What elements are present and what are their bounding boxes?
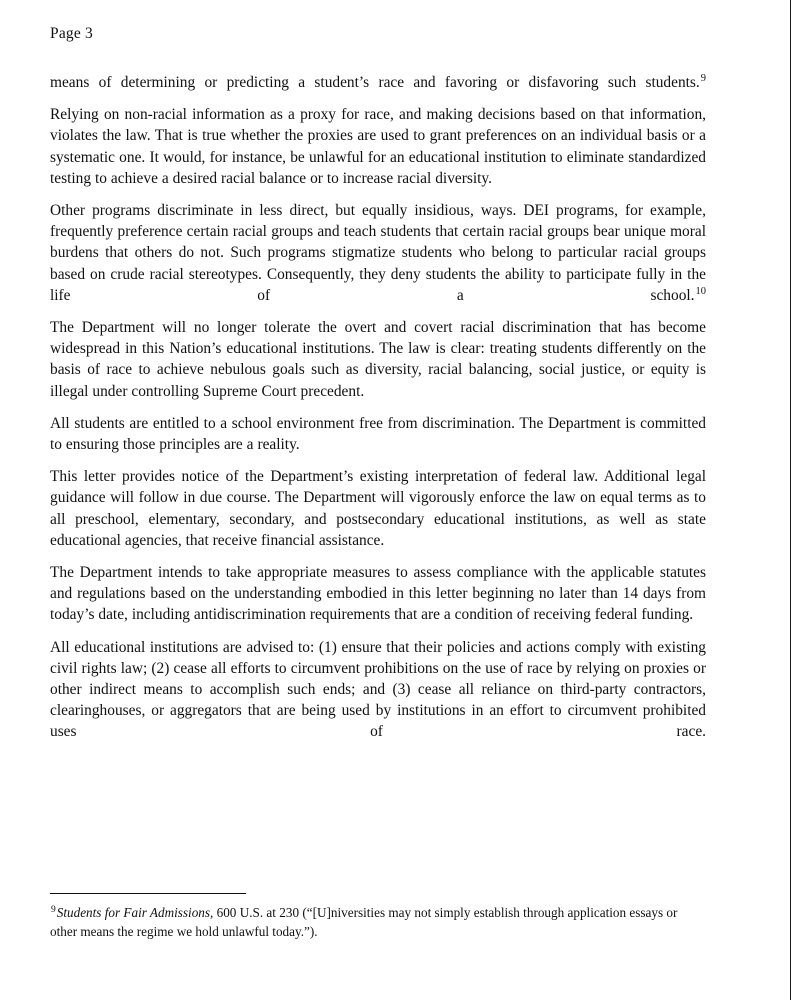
paragraph-text: All students are entitled to a school environment free from discrimination. The Department is committed to ensuring those principles are a reality. xyxy=(50,414,706,454)
paragraph-text: Other programs discriminate in less direct, but equally insidious, ways. DEI programs, for example, frequently preference certain racial groups and teach students that certain racial groups bear unique moral burdens that others do not. Such programs stigmatize students who belong to particular racial groups based on crude racial stereotypes. Consequently, they deny students the ability to participate fully in the life of a school. xyxy=(50,202,706,304)
paragraph xyxy=(50,562,706,626)
body-text-column xyxy=(50,72,706,743)
footnote-marker[interactable]: 10 xyxy=(695,285,706,297)
paragraph xyxy=(50,413,706,455)
paragraph-text: The Department intends to take appropriate measures to assess compliance with the applicable statutes and regulations based on the understanding embodied in this letter beginning no later than 14 days from today’s date, including antidiscrimination requirements that are a condition of receiving federal funding. xyxy=(50,564,706,624)
page-header-label: Page 3 xyxy=(50,25,93,42)
footnote-marker[interactable]: 9 xyxy=(700,72,706,84)
paragraph xyxy=(50,637,706,743)
paragraph-text: The Department will no longer tolerate the overt and covert racial discrimination that has become widespread in this Nation’s educational institutions. The law is clear: treating students differently on the basis of race to achieve nebulous goals such as diversity, racial balancing, social justice, or equity is illegal under controlling Supreme Court precedent. xyxy=(50,319,706,400)
paragraph-text: This letter provides notice of the Department’s existing interpretation of federal law. Additional legal guidance will follow in due course. The Department will vigorously enforce the law on equal terms as to all preschool, elementary, secondary, and postsecondary educational institutions, as well as state educational agencies, that receive financial assistance. xyxy=(50,468,706,549)
paragraph-text: Relying on non-racial information as a proxy for race, and making decisions based on that information, violates the law. That is true whether the proxies are used to grant preferences on an individual basis or a systematic one. It would, for instance, be unlawful for an educational institution to eliminate standardized testing to achieve a desired racial balance or to increase racial diversity. xyxy=(50,106,706,187)
paragraph-text: All educational institutions are advised to: (1) ensure that their policies and actions comply with existing civil rights law; (2) cease all efforts to circumvent prohibitions on the use of race by relying on proxies or other indirect means to accomplish such ends; and (3) cease all reliance on third-party contractors, clearinghouses, or aggregators that are being used by institutions in an effort to circumvent prohibited uses of race. xyxy=(50,638,706,741)
paragraph-text: means of determining or predicting a student’s race and favoring or disfavoring such students. xyxy=(50,74,700,91)
paragraph xyxy=(50,200,706,306)
footnote-citation-text: , 600 U.S. at 230 (“[U]niversities may not simply establish through application essays or other means the regime we hold unlawful today.”). xyxy=(50,905,678,939)
footnote-area xyxy=(50,893,706,941)
footnote-number: 9 xyxy=(51,904,56,915)
paragraph xyxy=(50,466,706,551)
paragraph xyxy=(50,72,706,93)
paragraph xyxy=(50,317,706,402)
footnote-entry xyxy=(50,903,706,941)
paragraph xyxy=(50,104,706,189)
footnote-separator-rule xyxy=(50,893,246,894)
footnote-case-name: Students for Fair Admissions xyxy=(56,905,211,920)
